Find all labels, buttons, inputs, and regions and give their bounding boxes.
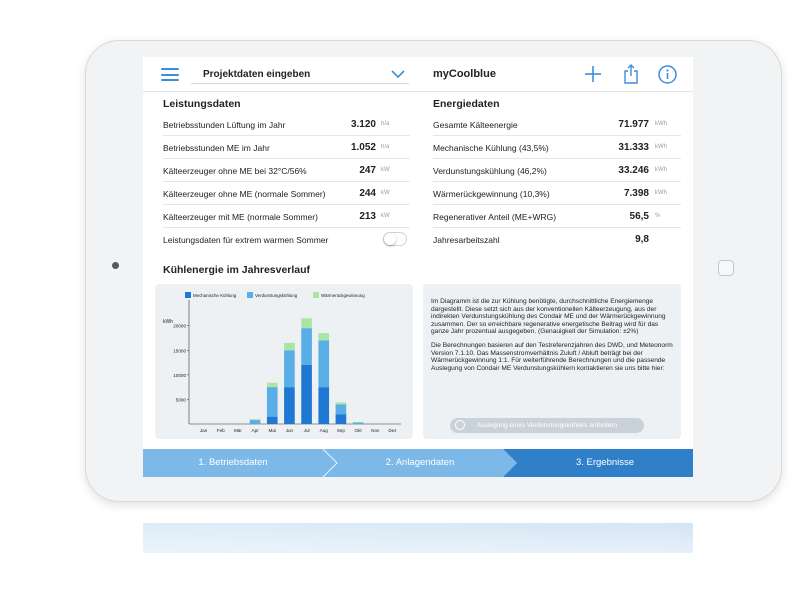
- table-row: [433, 113, 681, 136]
- row-value: 71.977: [618, 119, 649, 130]
- row-unit: %: [655, 213, 661, 219]
- y-tick-label: 20000: [173, 323, 186, 329]
- x-tick-label: Sep: [336, 428, 346, 433]
- table-row: [433, 205, 681, 228]
- legend-label: Mechanische Kühlung: [193, 293, 237, 298]
- row-value: 56,5: [629, 211, 649, 222]
- x-tick-label: Mär: [233, 428, 242, 433]
- legend-swatch: [247, 292, 253, 298]
- request-design-label: Auslegung eines Verdunstungskühlers anfordern: [476, 422, 618, 429]
- x-tick-label: Feb: [216, 428, 225, 433]
- bar-segment: [301, 328, 312, 365]
- bar-segment: [267, 383, 278, 387]
- reflection-fade: [143, 515, 693, 603]
- info-icon[interactable]: [658, 65, 677, 84]
- bar-segment: [267, 387, 278, 417]
- table-row: [163, 136, 410, 159]
- x-tick-label: Jul: [303, 428, 310, 433]
- row-unit: h/a: [381, 144, 390, 150]
- row-value: 247: [359, 165, 376, 176]
- row-label: Betriebsstunden ME im Jahr: [163, 143, 270, 153]
- row-value: 213: [359, 211, 376, 222]
- chart-panel: [155, 284, 413, 439]
- row-value: 1.052: [350, 142, 376, 153]
- row-value: 244: [359, 188, 376, 199]
- bar-segment: [284, 387, 295, 424]
- table-row: [163, 159, 410, 182]
- table-row: [433, 182, 681, 205]
- app-screen: [143, 57, 693, 477]
- step-ergebnisse[interactable]: 3. Ergebnisse: [575, 457, 635, 468]
- app-title: myCoolblue: [433, 68, 496, 80]
- row-label: Kälteerzeuger ohne ME bei 32°C/56%: [163, 166, 307, 176]
- row-unit: kW: [381, 190, 390, 196]
- row-unit: kW: [381, 167, 390, 173]
- bar-segment: [336, 414, 347, 424]
- bar-segment: [318, 333, 329, 340]
- toggle-row: [163, 228, 410, 250]
- leistungsdaten-table: [163, 113, 410, 250]
- y-tick-label: 15000: [173, 348, 186, 354]
- leistungsdaten-title: Leistungsdaten: [163, 98, 241, 110]
- step-bar: [143, 449, 693, 477]
- row-unit: kW: [381, 213, 390, 219]
- bar-segment: [336, 402, 347, 404]
- table-row: [433, 159, 681, 182]
- row-label: Kälteerzeuger ohne ME (normale Sommer): [163, 189, 326, 199]
- x-tick-label: Dez: [388, 428, 397, 433]
- table-row: [163, 113, 410, 136]
- cooling-energy-chart: [155, 284, 413, 439]
- description-text: [431, 298, 675, 378]
- x-tick-label: Mai: [268, 428, 276, 433]
- row-label: Jahresarbeitszahl: [433, 235, 500, 245]
- camera: [112, 262, 119, 269]
- row-value: 3.120: [350, 119, 376, 130]
- bar-segment: [318, 387, 329, 424]
- x-tick-label: Jun: [285, 428, 294, 433]
- description-paragraph: Im Diagramm ist die zur Kühlung benötigte, durchschnittliche Energiemenge dargestellt. Diese setzt sich aus der konventionellen Kälteerzeugung, aus der indirekten Verdunstungskühlung des Condair ME und der Wärmerückgewinnung zusammen. Der so erreichbare regenerative energetische Beitrag wird für das ganze Jahr prozentual ausgegeben. (Genauigkeit der Simulation: ±2%): [431, 298, 666, 336]
- legend-swatch: [185, 292, 191, 298]
- step-betriebsdaten[interactable]: 1. Betriebsdaten: [198, 457, 268, 468]
- chart-section-title: Kühlenergie im Jahresverlauf: [163, 264, 311, 276]
- row-label: Wärmerückgewinnung (10,3%): [433, 189, 550, 199]
- top-bar: [143, 57, 693, 92]
- bar-segment: [336, 404, 347, 414]
- row-label: Regenerativer Anteil (ME+WRG): [433, 212, 557, 222]
- bar-segment: [250, 419, 261, 420]
- project-select-label: Projektdaten eingeben: [203, 69, 311, 80]
- description-paragraph: Die Berechnungen basieren auf den Testreferenzjahren des DWD, und Meteonorm Version 7.1.10. Das Massenstromverhältnis Zuluft / Abluft beträgt bei der Wärmerückgewinnung 1:1. Für weiterführende Berechnungen und die passende Auslegung von Condair ME Verdunstungskühlern kontaktieren sie uns bitte hier:: [431, 341, 673, 372]
- row-label: Kälteerzeuger mit ME (normale Sommer): [163, 212, 318, 222]
- row-unit: kWh: [655, 121, 667, 127]
- chevron-down-icon: [391, 69, 405, 79]
- x-tick-label: Aug: [319, 428, 328, 433]
- table-row: [433, 228, 681, 250]
- bar-segment: [284, 343, 295, 350]
- x-tick-label: Nov: [371, 428, 380, 433]
- row-unit: kWh: [655, 144, 667, 150]
- y-tick-label: 5000: [175, 397, 186, 403]
- table-row: [163, 205, 410, 228]
- legend-swatch: [313, 292, 319, 298]
- extreme-summer-toggle[interactable]: [383, 232, 407, 246]
- x-tick-label: Apr: [251, 428, 259, 433]
- reflection: [143, 515, 693, 603]
- table-row: [433, 136, 681, 159]
- legend-label: Wärmerückgewinnung: [321, 293, 365, 298]
- request-design-button[interactable]: [450, 418, 644, 433]
- row-label: Mechanische Kühlung (43,5%): [433, 143, 549, 153]
- bar-segment: [301, 365, 312, 424]
- toggle-label: Leistungsdaten für extrem warmen Sommer: [163, 235, 329, 245]
- row-label: Gesamte Kälteenergie: [433, 120, 518, 130]
- share-icon[interactable]: [624, 64, 638, 84]
- bar-segment: [301, 318, 312, 328]
- row-unit: h/a: [381, 121, 390, 127]
- row-value: 31.333: [618, 142, 649, 153]
- energiedaten-title: Energiedaten: [433, 98, 500, 110]
- y-tick-label: 10000: [173, 372, 186, 378]
- energiedaten-table: [433, 113, 681, 250]
- description-panel: [423, 284, 681, 439]
- bar-segment: [284, 350, 295, 387]
- step-anlagendaten[interactable]: 2. Anlagendaten: [385, 457, 455, 468]
- plus-icon[interactable]: [584, 65, 602, 83]
- row-value: 9,8: [635, 234, 649, 245]
- x-tick-label: Jan: [199, 428, 208, 433]
- bar-segment: [267, 417, 278, 424]
- row-value: 7.398: [623, 188, 649, 199]
- y-axis-label: kWh: [163, 319, 173, 326]
- table-row: [163, 182, 410, 205]
- project-select[interactable]: [191, 66, 409, 84]
- row-label: Betriebsstunden Lüftung im Jahr: [163, 120, 286, 130]
- row-unit: kWh: [655, 167, 667, 173]
- row-value: 33.246: [618, 165, 649, 176]
- bar-segment: [318, 340, 329, 387]
- bar-segment: [353, 423, 364, 424]
- toggle-knob: [384, 233, 396, 245]
- legend-label: Verdunstungskühlung: [255, 293, 298, 298]
- home-button[interactable]: [718, 260, 734, 276]
- bar-segment: [250, 420, 261, 424]
- row-label: Verdunstungskühlung (46,2%): [433, 166, 547, 176]
- send-icon: [455, 420, 465, 430]
- x-tick-label: Okt: [354, 428, 362, 433]
- menu-icon[interactable]: [161, 68, 179, 81]
- row-unit: kWh: [655, 190, 667, 196]
